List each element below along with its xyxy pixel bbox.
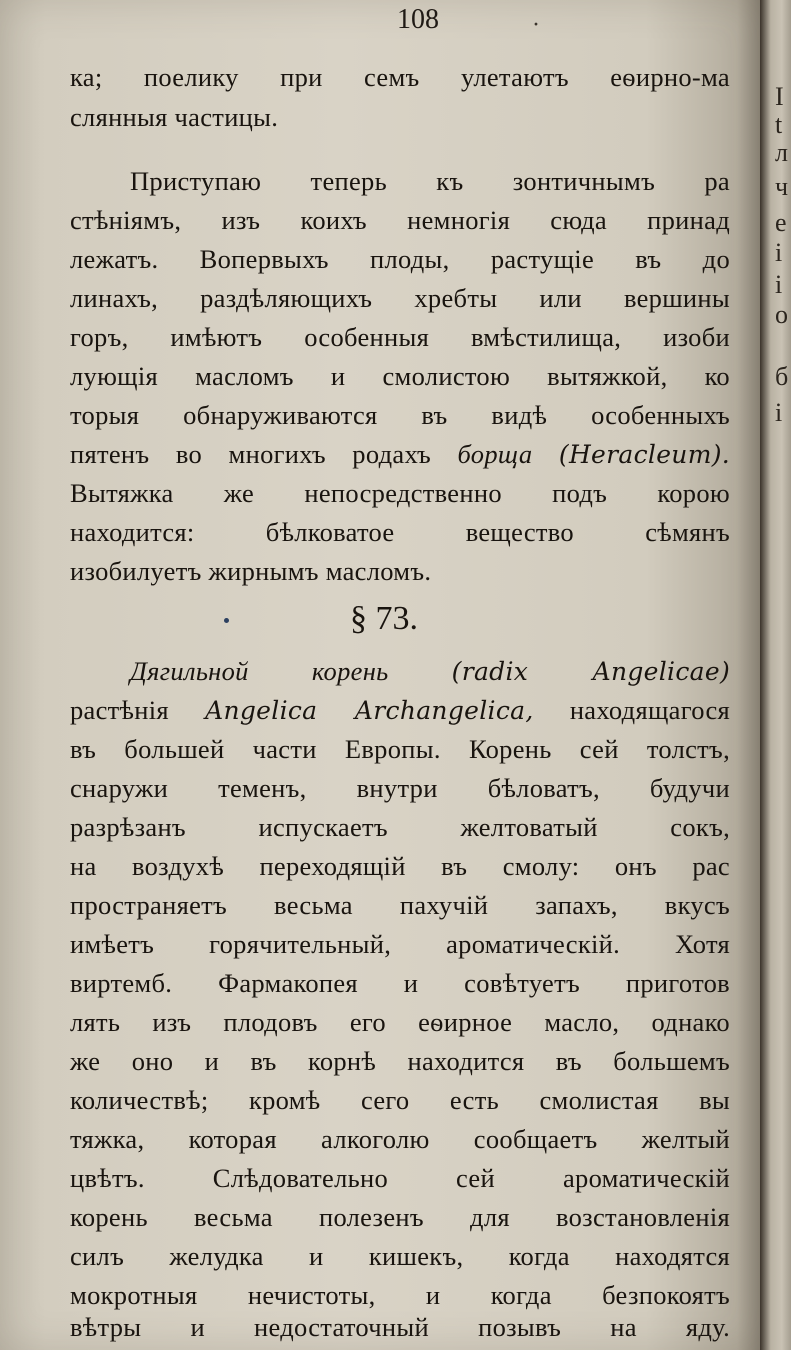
page-number: 108 [397,4,439,35]
text-line: лять изъ плодовъ его еѳирное масло, однако [70,1007,730,1037]
edge-glyph: л [775,138,788,167]
text-line: количествѣ; кромѣ сего есть смолистая вы [70,1085,730,1115]
text-line-mixed [70,695,730,726]
text-line: пространяетъ весьма пахучій запахъ, вкусъ [70,890,730,920]
edge-glyph: ч [775,172,789,201]
text-line: на воздухѣ переходящій въ смолу: онъ рас [70,851,730,881]
next-page-edge [760,0,791,1350]
text-segment: растѣнія [70,695,169,725]
latin-term: Angelica Archangelica, [205,696,534,725]
text-line-mixed [130,656,730,687]
text-segment: пятенъ во многихъ родахъ [70,439,432,469]
text-line: находится: бѣлковатое вещество сѣмянъ [70,517,730,547]
text-line: въ большей части Европы. Корень сей толстъ, [70,734,730,764]
text-line: Приступаю теперь къ зонтичнымъ ра [130,166,730,196]
text-line: виртемб. Фармакопея и совѣтуетъ приготов [70,968,730,998]
italic-term: Дягильной корень [130,656,389,686]
latin-term: (Heracleum). [558,440,730,469]
text-line: ка; поелику при семъ улетаютъ еѳирно-ма [70,62,730,92]
text-line: имѣетъ горячительный, ароматическій. Хотя [70,929,730,959]
text-line: тяжка, которая алкоголю сообщаетъ желтый [70,1124,730,1154]
edge-glyph: і [775,398,783,427]
text-line: лежатъ. Вопервыхъ плоды, растущіе въ до [70,244,730,274]
text-line: разрѣзанъ испускаетъ желтоватый сокъ, [70,812,730,842]
text-line: изобилуетъ жирнымъ масломъ. [70,556,432,586]
text-line: же оно и въ корнѣ находится въ большемъ [70,1046,730,1076]
text-line: горъ, имѣютъ особенныя вмѣстилища, изоби [70,322,730,352]
text-line: линахъ, раздѣляющихъ хребты или вершины [70,283,730,313]
section-heading: § 73. [350,600,418,637]
italic-term: борща [457,439,533,469]
edge-glyph: о [775,300,788,329]
page-dot: · [532,12,540,38]
text-line: мокротныя нечистоты, и когда безпокоятъ [70,1280,730,1310]
edge-glyph: t [775,110,783,139]
text-line: корень весьма полезенъ для возстановленія [70,1202,730,1232]
ink-speck [224,618,229,623]
text-line: лующія масломъ и смолистою вытяжкой, ко [70,361,730,391]
latin-term: (radix Angelicae) [451,657,730,686]
text-line: силъ желудка и кишекъ, когда находятся [70,1241,730,1271]
text-segment: находящагося [569,695,730,725]
text-line: Вытяжка же непосредственно подъ корою [70,478,730,508]
edge-glyph: I [775,82,784,111]
edge-glyph: і [775,270,783,299]
edge-glyph: е [775,208,787,237]
edge-glyph: і [775,238,783,267]
edge-glyph: б [775,362,789,391]
text-line: снаружи теменъ, внутри бѣловатъ, будучи [70,773,730,803]
text-line: слянныя частицы. [70,102,279,132]
text-line: торыя обнаруживаются въ видѣ особенныхъ [70,400,730,430]
text-line: стѣніямъ, изъ коихъ немногія сюда принад [70,205,730,235]
text-line: вѣтры и недостаточный позывъ на яду. [70,1312,730,1342]
text-line: цвѣтъ. Слѣдовательно сей ароматическій [70,1163,730,1193]
text-line-mixed [70,439,730,470]
